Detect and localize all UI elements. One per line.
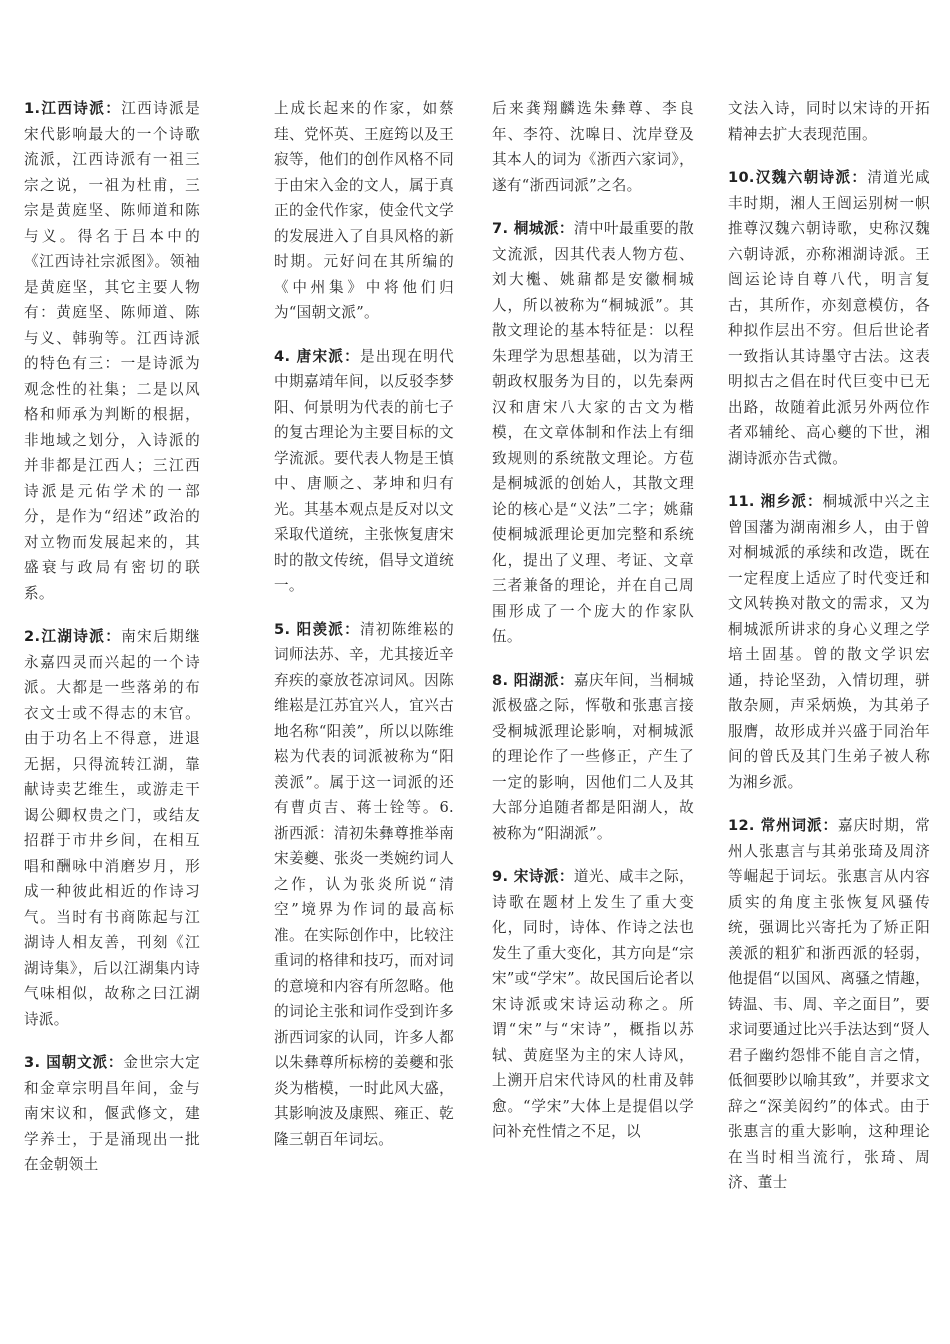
entry-body: 文法入诗，同时以宋诗的开拓精神去扩大表现范围。 xyxy=(728,100,930,143)
entry-heading: 4. 唐宋派： xyxy=(274,347,360,365)
entry-heading: 3. 国朝文派： xyxy=(24,1054,124,1071)
entry-body: 南宋后期继永嘉四灵而兴起的一个诗派。大都是一些落弟的布衣文士或不得志的末官。由于功名上不得意，进退无据，只得流转江湖，靠献诗卖艺维生，或游走干谒公卿权贵之门，或结友招群于市井乡间，在相互唱和酬咏中消磨岁月，形成一种彼此相近的作诗习气。当时有书商陈起与江湖诗人相友善，刊刻《江湖诗集》，后以江湖集内诗气味相似，故称之曰江湖诗派。 xyxy=(24,628,200,1028)
entry-changzhou-ci-school xyxy=(728,813,930,1196)
entry-body: 清初陈维崧的词师法苏、辛，尤其接近辛弃疾的豪放苍凉词风。因陈维崧是江苏宜兴人，宜兴古地名称“阳羡”，所以以陈维崧为代表的词派被称为“阳羡派”。属于这一词派的还有曹贞吉、蒋士铨等。6. 浙西派：清初朱彝尊推举南宋姜夔、张炎一类婉约词人之作，认为张炎所说“清空”境界为作词的最高标准。在实际创作中，比较注重词的格律和技巧，而对词的意境和内容有所忽略。他的词论主张和词作受到许多浙西词家的认同，许多人都以朱彝尊所标榜的姜夔和张炎为楷模，一时此风大盛，其影响波及康熙、雍正、乾隆三朝百年词坛。 xyxy=(274,620,454,1148)
entry-heading: 8. 阳湖派： xyxy=(492,671,574,689)
entry-heading: 5. 阳羡派： xyxy=(274,620,360,638)
entry-heading: 11. 湘乡派： xyxy=(728,493,823,510)
entry-body: 是出现在明代中期嘉靖年间，以反驳李梦阳、何景明为代表的前七子的复古理论为主要目标的文学流派。要代表人物是王慎中、唐顺之、茅坤和归有光。其基本观点是反对以文采取代道统，主张恢复唐宋时的散文传统，倡导文道统一。 xyxy=(274,347,454,594)
entry-tongcheng-school xyxy=(492,216,694,650)
entry-body: 桐城派中兴之主曾国藩为湖南湘乡人，由于曾对桐城派的承续和改造，既在一定程度上适应了时代变迁和文风转换对散文的需求，又为桐城派所讲求的身心义理之学培土固基。曾的散文学识宏通，持论坚劲，入情切理，骈散杂厕，声采炳焕，为其弟子服膺，故形成并兴盛于同治年间的曾氏及其门生弟子被人称为湘乡派。 xyxy=(728,493,930,791)
entry-body: 道光、咸丰之际，诗歌在题材上发生了重大变化，同时，诗体、作诗之法也发生了重大变化，其方向是“宗宋”或“学宋”。故民国后论者以宋诗派或宋诗运动称之。所谓“宋”与“宋诗”，概指以苏轼、黄庭坚为主的宋人诗风，上溯开启宋代诗风的杜甫及韩愈。“学宋”大体上是提倡以学问补充性情之不足，以 xyxy=(492,868,695,1140)
entry-guochao-wenpai xyxy=(24,1050,200,1178)
entry-continuation xyxy=(728,96,930,147)
entry-tang-song-school xyxy=(274,344,454,599)
text-column-2 xyxy=(274,96,454,1170)
entry-yangxian-school xyxy=(274,617,454,1153)
entry-body: 上成长起来的作家，如蔡珪、党怀英、王庭筠以及王寂等，他们的创作风格不同于由宋入金的文人，属于真正的金代作家，使金代文学的发展进入了自具风格的新时期。元好问在其所编的《中州集》中将他们归为“国朝文派”。 xyxy=(274,100,454,321)
entry-jiangxi-poetry-school xyxy=(24,96,200,606)
entry-body: 清中叶最重要的散文流派，因其代表人物方苞、刘大櫆、姚鼐都是安徽桐城人，所以被称为“桐城派”。其散文理论的基本特征是：以程朱理学为思想基础，以为清王朝政权服务为目的，以先秦两汉和唐宋八大家的古文为楷模，在文章体制和作法上有细致规则的系统散文理论。方苞是桐城派的创始人，其散文理论的核心是“义法”二字；姚鼐使桐城派理论更加完整和系统化，提出了义理、考证、文章三者兼备的理论，并在自己周围形成了一个庞大的作家队伍。 xyxy=(492,220,694,645)
entry-song-poetry-school xyxy=(492,864,694,1145)
entry-yanghu-school xyxy=(492,668,694,847)
entry-continuation xyxy=(274,96,454,326)
text-column-3 xyxy=(492,96,694,1163)
entry-body: 江西诗派是宋代影响最大的一个诗歌流派，江西诗派有一祖三宗之说，一祖为杜甫，三宗是黄庭坚、陈师道和陈与义。得名于吕本中的《江西诗社宗派图》。领袖是黄庭坚，其它主要人物有：黄庭坚、陈师道、陈与义、韩驹等。江西诗派的特色有三：一是诗派为观念性的社集；二是以风格和师承为判断的根据，非地域之划分，入诗派的并非都是江西人；三江西诗派是元佑学术的一部分，是作为“绍述”政治的对立物而发展起来的，其盛衰与政局有密切的联系。 xyxy=(24,100,200,602)
entry-heading: 9. 宋诗派： xyxy=(492,868,574,885)
entry-heading: 7. 桐城派： xyxy=(492,220,574,237)
entry-body: 清道光咸丰时期，湘人王闿运别树一帜推尊汉魏六朝诗歌，史称汉魏六朝诗派，亦称湘湖诗派。王闿运论诗自尊八代，明言复古，其所作，亦刻意模仿，各种拟作层出不穷。但后世论者一致指认其诗墨守古法。这表明拟古之倡在时代巨变中已无出路，故随着此派另外两位作者邓辅纶、高心夔的下世，湘湖诗派亦告式微。 xyxy=(728,169,930,467)
entry-heading: 2.江湖诗派： xyxy=(24,628,122,645)
entry-heading: 1.江西诗派： xyxy=(24,100,122,117)
entry-continuation xyxy=(492,96,694,198)
entry-body: 嘉庆年间，当桐城派极盛之际，恽敬和张惠言接受桐城派理论影响，对桐城派的理论作了一些修正，产生了一定的影响，因他们二人及其大部分追随者都是阳湖人，故被称为“阳湖派”。 xyxy=(492,671,694,842)
entry-heading: 10.汉魏六朝诗派： xyxy=(728,169,868,186)
entry-hanwei-liuchao-school xyxy=(728,165,930,471)
entry-jianghu-poetry-school xyxy=(24,624,200,1032)
entry-heading: 12. 常州词派： xyxy=(728,817,838,834)
entry-body: 后来龚翔麟选朱彝尊、李良年、李符、沈嗥日、沈岸登及其本人的词为《浙西六家词》，遂有“浙西词派”之名。 xyxy=(492,100,694,194)
text-column-1 xyxy=(24,96,200,1196)
entry-body: 金世宗大定和金章宗明昌年间，金与南宋议和，偃武修文，建学养士，于是涌现出一批在金朝领土 xyxy=(24,1054,200,1173)
text-column-4 xyxy=(728,96,930,1214)
entry-xiangxiang-school xyxy=(728,489,930,795)
entry-body: 嘉庆时期，常州人张惠言与其弟张琦及周济等崛起于词坛。张惠言从内容质实的角度主张恢复风骚传统，强调比兴寄托为了矫正阳羡派的粗犷和浙西派的轻弱，他提倡“以国风、离骚之情趣，铸温、韦、周、辛之面目”，要求词要通过比兴手法达到“贤人君子幽约怨悱不能自言之情，低徊要眇以喻其致”，并要求文辞之“深美闳约”的体式。由于张惠言的重大影响，这种理论在当时相当流行，张琦、周济、董士 xyxy=(728,817,930,1191)
